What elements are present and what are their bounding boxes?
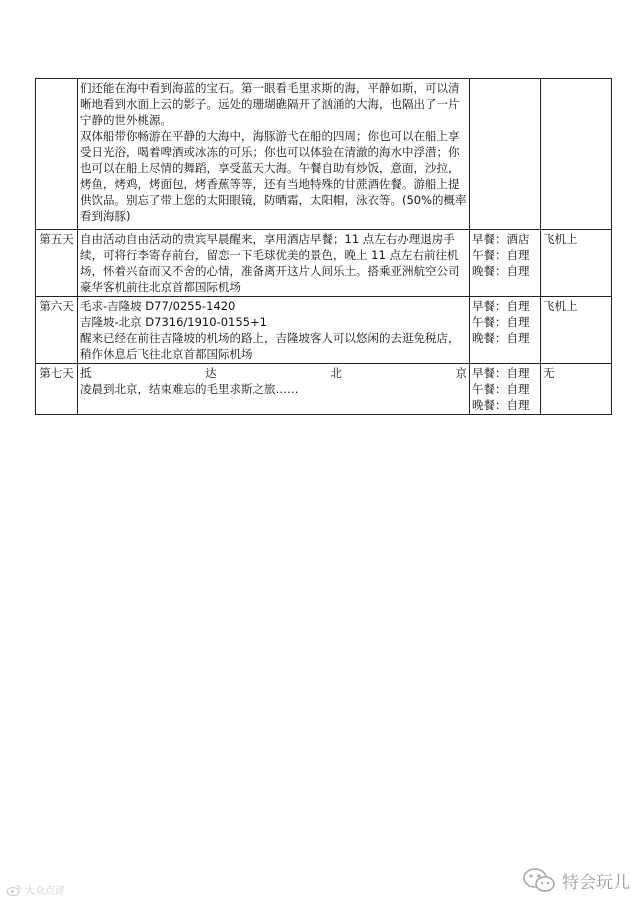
day4-paragraph-1: 们还能在海中看到海蓝的宝石。第一眼看毛里求斯的海，平静如斯，可以清晰地看到水面上云的影子。远处的珊瑚礁隔开了汹涌的大海，也隔出了一片宁静的世外桃源。 [80, 81, 460, 127]
day-description-cell [78, 364, 470, 415]
hotel-value: 无 [543, 366, 555, 380]
itinerary-table [35, 78, 612, 415]
hotel-value: 飞机上 [543, 232, 578, 246]
dinner-meal: 晚餐：自理 [472, 398, 530, 412]
dinner-meal: 晚餐：自理 [472, 331, 530, 345]
meals-cell [470, 79, 541, 230]
lunch-meal: 午餐：自理 [472, 382, 530, 396]
arrive-word-4: 京 [455, 366, 467, 380]
weibo-icon [6, 884, 22, 896]
day-label: 第五天 [39, 232, 74, 246]
flight-line-1: 毛求-吉隆坡 D77/0255-1420 [80, 299, 236, 313]
arrive-word-2: 达 [205, 366, 217, 380]
weibo-watermark-text: 大众点评 [25, 886, 65, 897]
table-row-day5 [36, 230, 612, 297]
day-label-cell [36, 79, 78, 230]
hotel-value: 飞机上 [543, 299, 578, 313]
day-description-cell [78, 297, 470, 364]
lunch-meal: 午餐：自理 [472, 315, 530, 329]
breakfast-meal: 早餐：自理 [472, 366, 530, 380]
day-label-cell [36, 230, 78, 297]
arrive-beijing-line [80, 365, 467, 381]
day6-description: 醒来已经在前往吉隆坡的机场的路上，吉隆坡客人可以悠闲的去逛免税店，稍作休息后飞往北京首都国际机场 [80, 331, 460, 361]
hotel-cell [541, 364, 612, 415]
day5-description: 自由活动自由活动的贵宾早晨醒来，享用酒店早餐；11 点左右办理退房手续，可将行李寄存前台，留恋一下毛球优美的景色，晚上 11 点左右前往机场，怀着兴奋而又不舍的心情，准备离开这片人间乐土。搭乘亚洲航空公司豪华客机前往北京首都国际机场 [80, 232, 460, 294]
wechat-icon [522, 867, 556, 893]
hotel-cell [541, 79, 612, 230]
weibo-watermark [6, 882, 65, 897]
meals-cell [470, 230, 541, 297]
day-label: 第七天 [39, 366, 74, 380]
breakfast-meal: 早餐：自理 [472, 299, 530, 313]
day-label: 第六天 [39, 299, 74, 313]
day-label-cell [36, 364, 78, 415]
brand-watermark [522, 867, 630, 893]
day-description-cell [78, 230, 470, 297]
arrive-word-1: 抵 [80, 366, 92, 380]
meals-cell [470, 364, 541, 415]
hotel-cell [541, 230, 612, 297]
breakfast-meal: 早餐：酒店 [472, 232, 530, 246]
meals-cell [470, 297, 541, 364]
day4-paragraph-2: 双体船带你畅游在平静的大海中，海豚游弋在船的四周；你也可以在船上享受日光浴，喝着啤酒或冰冻的可乐；你也可以体验在清澈的海水中浮潜；你也可以在船上尽情的舞蹈，享受蓝天大海。午餐自助有炒饭，意面，沙拉，烤鱼，烤鸡，烤面包，烤香蕉等等，还有当地特殊的甘蔗酒佐餐。游船上提供饮品。别忘了带上您的太阳眼镜，防晒霜，太阳帽，泳衣等。(50%的概率看到海豚) [80, 129, 467, 223]
table-row-day4 [36, 79, 612, 230]
day7-description: 凌晨到北京，结束难忘的毛里求斯之旅…… [80, 382, 299, 396]
flight-line-2: 吉隆坡-北京 D7316/1910-0155+1 [80, 315, 267, 329]
hotel-cell [541, 297, 612, 364]
dinner-meal: 晚餐：自理 [472, 264, 530, 278]
table-row-day7 [36, 364, 612, 415]
day-description-cell [78, 79, 470, 230]
lunch-meal: 午餐：自理 [472, 248, 530, 262]
day-label-cell [36, 297, 78, 364]
brand-watermark-text: 特会玩儿 [562, 872, 630, 893]
table-row-day6 [36, 297, 612, 364]
arrive-word-3: 北 [330, 366, 342, 380]
